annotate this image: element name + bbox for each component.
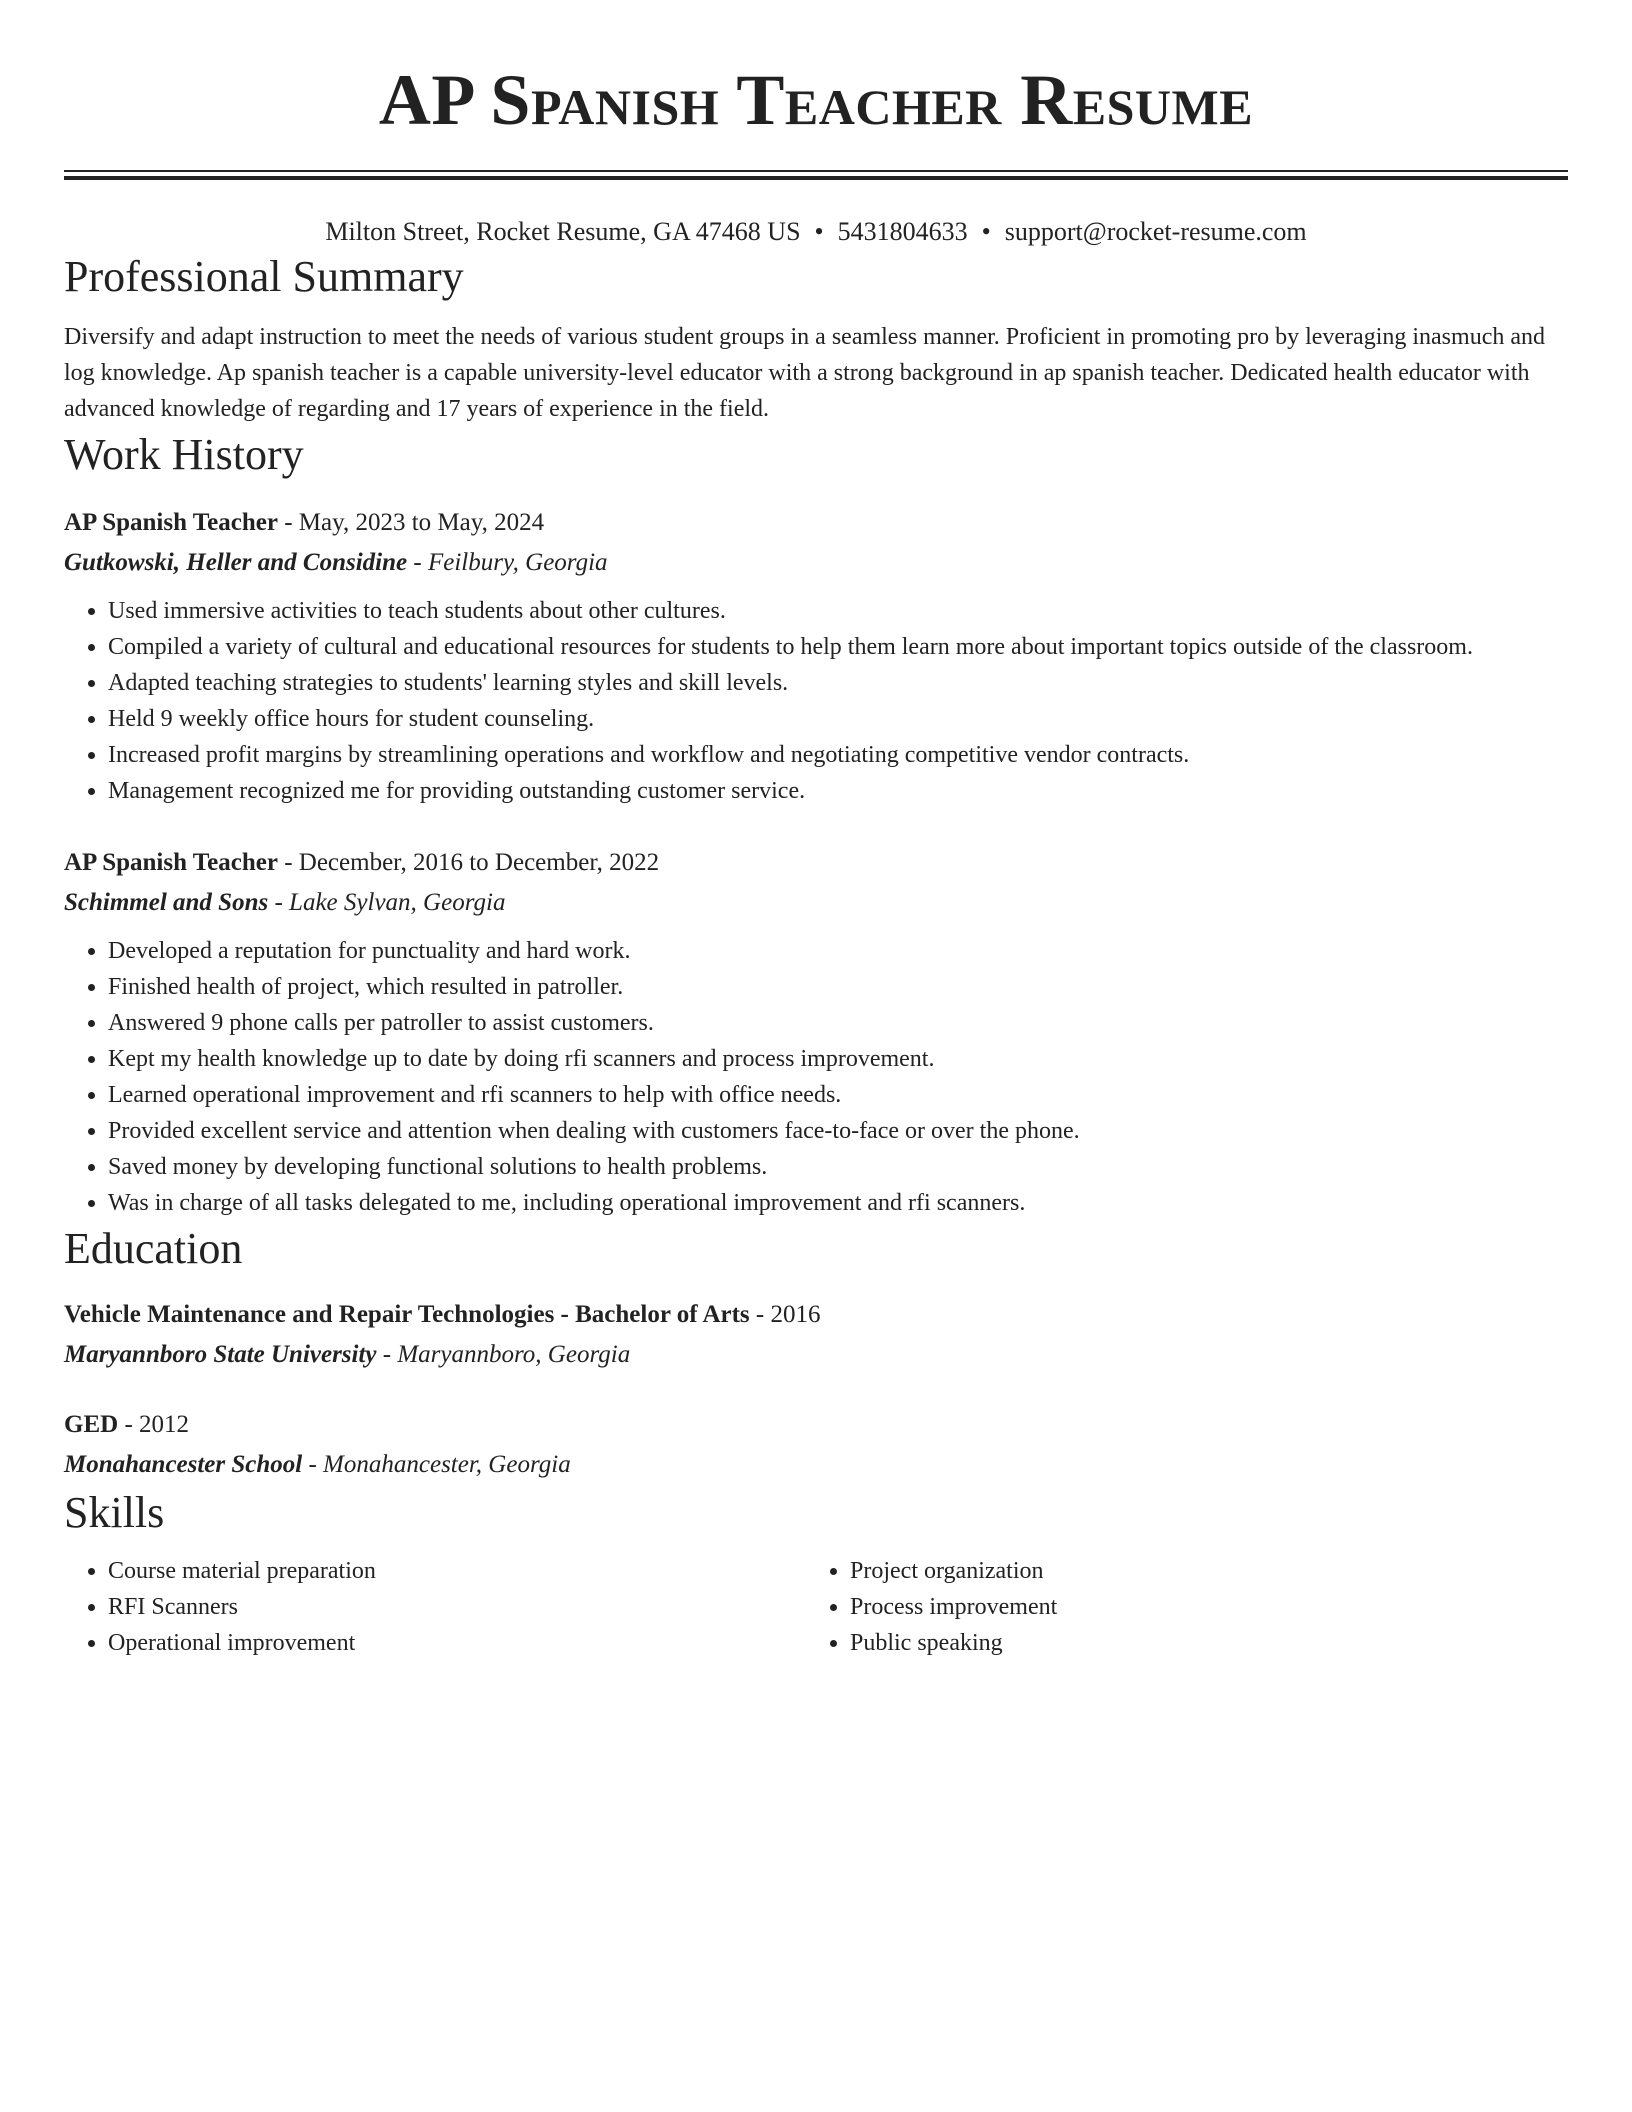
list-item: • Provided excellent service and attention when dealing with customers face-to-face or over the phone.: [108, 1113, 1568, 1149]
contact-phone: 5431804633: [837, 217, 968, 246]
job-dates: - December, 2016 to December, 2022: [277, 849, 660, 876]
school-line: [64, 1445, 1568, 1485]
school-name: Maryannboro State University: [64, 1341, 377, 1368]
job-company: Gutkowski, Heller and Considine: [64, 549, 408, 576]
work-history-heading: Work History: [64, 430, 304, 479]
skill-item: • RFI Scanners: [108, 1589, 806, 1625]
job-bullets: [64, 933, 1568, 1221]
degree-line: [64, 1405, 1568, 1445]
job-dates: - May, 2023 to May, 2024: [277, 509, 545, 536]
summary-heading: Professional Summary: [64, 252, 464, 301]
list-item: • Kept my health knowledge up to date by doing rfi scanners and process improvement.: [108, 1041, 1568, 1077]
job-location: - Feilbury, Georgia: [407, 549, 608, 576]
skill-item: • Course material preparation: [108, 1553, 806, 1589]
list-item: • Held 9 weekly office hours for student counseling.: [108, 701, 1568, 737]
job-company-line: [64, 883, 1568, 923]
job-title-line: [64, 843, 1568, 883]
job-title: AP Spanish Teacher: [64, 849, 278, 876]
skills-heading: Skills: [64, 1488, 165, 1537]
list-item: • Adapted teaching strategies to students' learning styles and skill levels.: [108, 665, 1568, 701]
list-item: • Management recognized me for providing outstanding customer service.: [108, 773, 1568, 809]
job-entry: [64, 843, 1568, 1221]
list-item: • Was in charge of all tasks delegated to me, including operational improvement and rfi scanners.: [108, 1185, 1568, 1221]
list-item: • Developed a reputation for punctuality and hard work.: [108, 933, 1568, 969]
list-item: • Increased profit margins by streamlining operations and workflow and negotiating competitive vendor contracts.: [108, 737, 1568, 773]
contact-address: Milton Street, Rocket Resume, GA 47468 US: [325, 217, 801, 246]
degree: Vehicle Maintenance and Repair Technologies - Bachelor of Arts: [64, 1301, 750, 1328]
title-divider: [64, 170, 1568, 180]
list-item: • Finished health of project, which resulted in patroller.: [108, 969, 1568, 1005]
skill-item: • Process improvement: [850, 1589, 1548, 1625]
school-line: [64, 1335, 1568, 1375]
skill-item: • Operational improvement: [108, 1625, 806, 1661]
resume-title: AP Spanish Teacher Resume: [378, 60, 1254, 140]
summary-text: Diversify and adapt instruction to meet the needs of various student groups in a seamless manner. Proficient in promoting pro by leveraging inasmuch and log knowledge. Ap spanish teacher is a capable university-level educator with a strong background in ap spanish teacher. Dedicated health educator with advanced knowledge of regarding and 17 years of experience in the field.: [64, 324, 1545, 422]
contact-separator: •: [814, 217, 824, 246]
skill-item: • Project organization: [850, 1553, 1548, 1589]
skill-item: • Public speaking: [850, 1625, 1548, 1661]
school-location: - Maryannboro, Georgia: [376, 1341, 631, 1368]
job-title-line: [64, 503, 1568, 543]
job-company-line: [64, 543, 1568, 583]
degree: GED: [64, 1411, 119, 1438]
education-heading: Education: [64, 1224, 243, 1273]
list-item: • Used immersive activities to teach students about other cultures.: [108, 593, 1568, 629]
list-item: • Saved money by developing functional solutions to health problems.: [108, 1149, 1568, 1185]
degree-line: [64, 1295, 1568, 1335]
job-location: - Lake Sylvan, Georgia: [268, 889, 506, 916]
list-item: • Answered 9 phone calls per patroller to assist customers.: [108, 1005, 1568, 1041]
education-entry: [64, 1295, 1568, 1375]
resume-page: [64, 0, 1568, 1661]
list-item: • Learned operational improvement and rfi scanners to help with office needs.: [108, 1077, 1568, 1113]
skills-list: [64, 1553, 1568, 1661]
contact-separator: •: [981, 217, 991, 246]
education-entry: [64, 1405, 1568, 1485]
contact-line: [64, 215, 1568, 249]
school-location: - Monahancester, Georgia: [302, 1451, 571, 1478]
job-title: AP Spanish Teacher: [64, 509, 278, 536]
list-item: • Compiled a variety of cultural and educational resources for students to help them learn more about important topics outside of the classroom.: [108, 629, 1568, 665]
job-company: Schimmel and Sons: [64, 889, 269, 916]
job-bullets: [64, 593, 1568, 809]
school-name: Monahancester School: [64, 1451, 303, 1478]
degree-year: - 2016: [749, 1301, 821, 1328]
skills-column-right: [806, 1553, 1548, 1661]
skills-column-left: [64, 1553, 806, 1661]
degree-year: - 2012: [118, 1411, 190, 1438]
contact-email: support@rocket-resume.com: [1004, 217, 1307, 246]
job-entry: [64, 503, 1568, 809]
